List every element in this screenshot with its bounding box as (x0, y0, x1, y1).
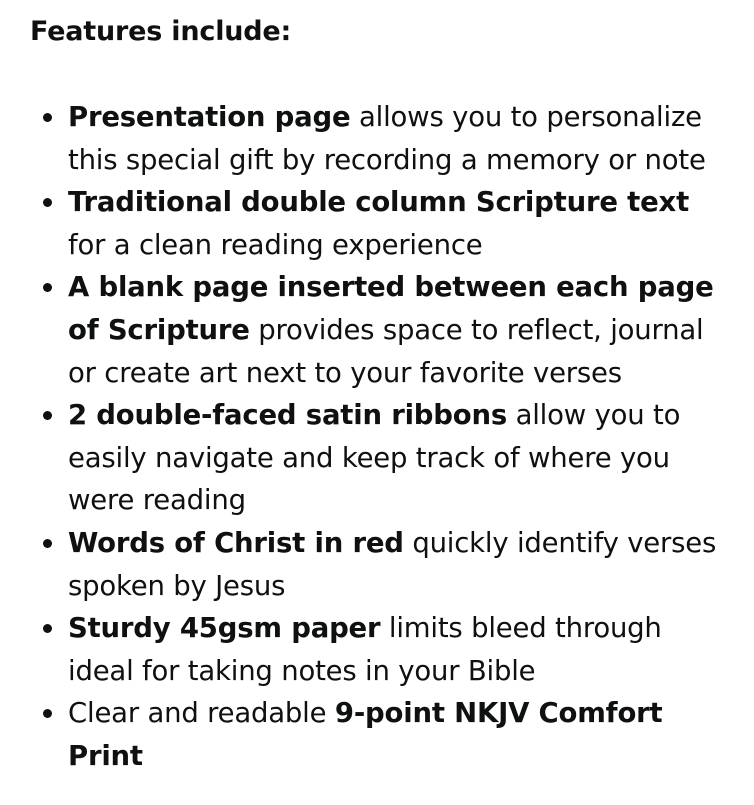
list-item (30, 394, 724, 522)
bullet-icon (43, 198, 52, 207)
features-list (30, 96, 724, 778)
feature-highlight: Sturdy 45gsm paper (68, 612, 381, 645)
bullet-icon (43, 113, 52, 122)
feature-highlight: Words of Christ in red (68, 526, 404, 559)
section-heading: Features include: (30, 16, 292, 47)
feature-description: quickly identify verses spoken by Jesus (68, 526, 717, 602)
feature-description: allows you to personalize this special gift by recording a memory or note (68, 101, 706, 176)
feature-highlight: 2 double-faced satin ribbons (68, 399, 508, 432)
list-item (30, 96, 724, 181)
list-item (30, 522, 724, 607)
feature-highlight: Traditional double column Scripture text (68, 186, 690, 219)
feature-description: Clear and readable (68, 697, 335, 730)
bullet-icon (43, 283, 52, 292)
list-item (30, 266, 724, 394)
bullet-icon (43, 709, 52, 718)
bullet-icon (43, 539, 52, 548)
feature-highlight: Presentation page (68, 101, 351, 133)
bullet-icon (43, 624, 52, 633)
feature-highlight: 9-point NKJV Comfort Print (68, 697, 663, 772)
feature-description: for a clean reading experience (68, 228, 483, 261)
feature-description: provides space to reflect, journal or create art next to your favorite verses (68, 313, 704, 389)
bullet-icon (43, 411, 52, 420)
feature-highlight: A blank page inserted between each page of Scripture (68, 271, 714, 346)
list-item (30, 692, 724, 777)
list-item (30, 607, 724, 692)
list-item (30, 181, 724, 266)
feature-description: allow you to easily navigate and keep track of where you were reading (68, 399, 681, 517)
feature-description: limits bleed through ideal for taking notes in your Bible (68, 612, 662, 687)
